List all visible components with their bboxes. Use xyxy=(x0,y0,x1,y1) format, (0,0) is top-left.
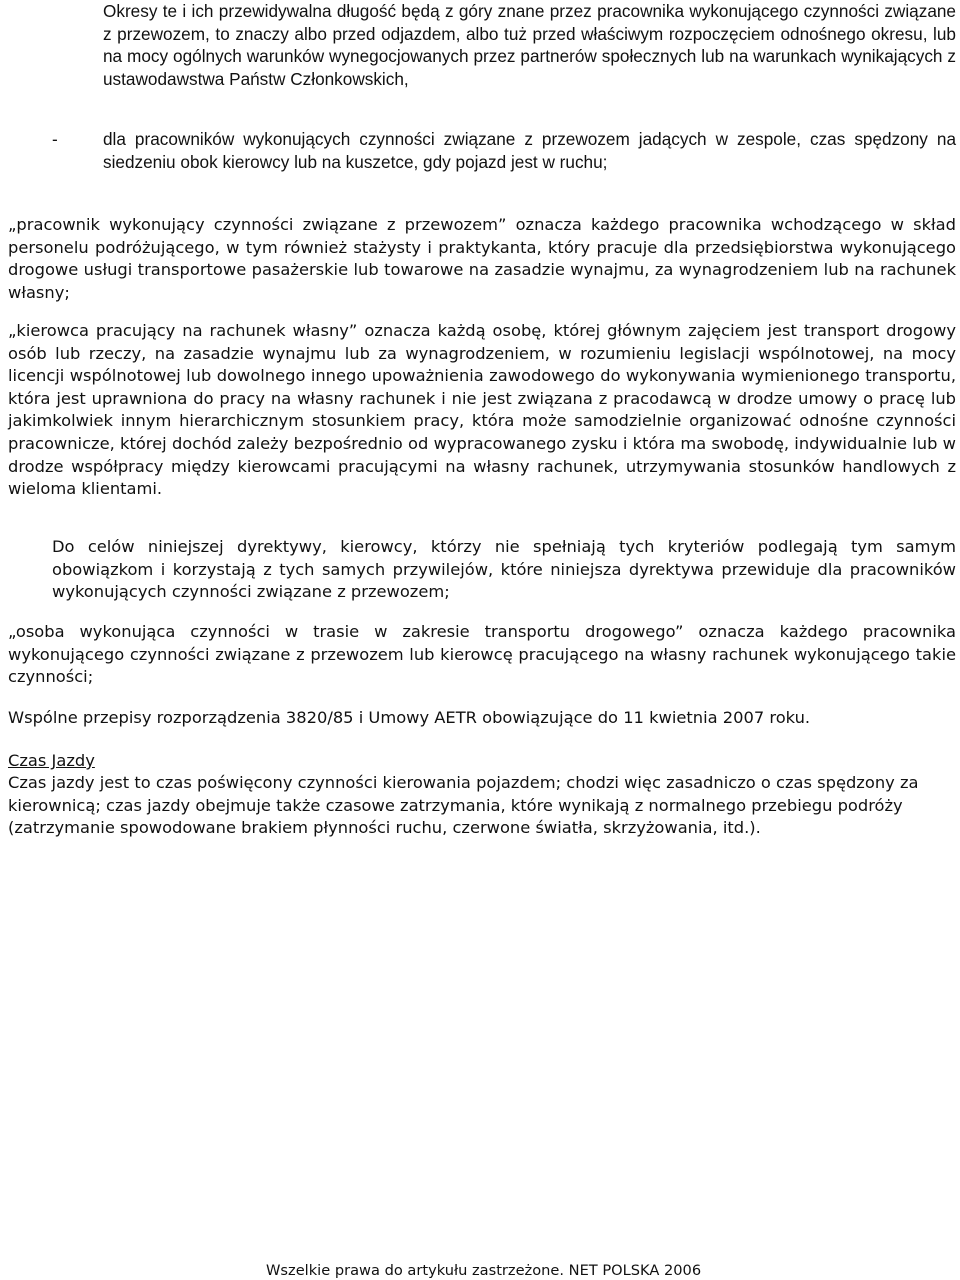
bullet-dash: - xyxy=(52,129,58,149)
paragraph-periods-known-in-advance: Okresy te i ich przewidywalna długość będą z góry znane przez pracownika wykonującego czynności związane z przewozem, to znaczy albo przed odjazdem, albo tuż przed właściwym rozpoczęciem odnośnego okresu, lub na mocy ogólnych warunków wynegocjowanych przez partnerów społecznych lub na warunkach wynikających z ustawodawstwa Państw Członkowskich, xyxy=(103,1,956,89)
paragraph-common-regulations: Wspólne przepisy rozporządzenia 3820/85 i Umowy AETR obowiązujące do 11 kwietnia 2007 roku. xyxy=(8,708,811,727)
paragraph-driving-time-definition: Czas jazdy jest to czas poświęcony czynności kierowania pojazdem; chodzi więc zasadniczo o czas spędzony za kierownicą; czas jazdy obejmuje także czasowe zatrzymania, które wynikają z normalnego przebiegu podróży (zatrzymanie spowodowane brakiem płynności ruchu, czerwone światła, skrzyżowania, itd.). xyxy=(8,773,919,838)
paragraph-mobile-worker-definition: „pracownik wykonujący czynności związane z przewozem” oznacza każdego pracownika wchodzącego w skład personelu podróżującego, w tym również stażysty i praktykanta, który pracuje dla przedsiębiorstwa wykonującego drogowe usługi transportowe pasażerskie lub towarowe na zasadzie wynajmu, za wynagrodzeniem lub na rachunek własny; xyxy=(8,215,956,302)
paragraph-team-drivers: dla pracowników wykonujących czynności związane z przewozem jadących w zespole, czas spędzony na siedzeniu obok kierowcy lub na kuszetce, gdy pojazd jest w ruchu; xyxy=(103,129,956,172)
section-heading-driving-time: Czas Jazdy xyxy=(8,751,95,770)
copyright-footer: Wszelkie prawa do artykułu zastrzeżone. NET POLSKA 2006 xyxy=(266,1262,702,1279)
paragraph-self-employed-driver-definition: „kierowca pracujący na rachunek własny” oznacza każdą osobę, której głównym zajęciem jest transport drogowy osób lub rzeczy, na zasadzie wynajmu lub za wynagrodzeniem, w rozumieniu legislacji wspólnotowej, na mocy licencji wspólnotowej lub dowolnego innego upoważnienia zawodowego do wykonywania wymienionego transportu, która jest uprawniona do pracy na własny rachunek i nie jest związana z pracodawcą w drodze umowy o pracę lub jakimkolwiek innym hierarchicznym stosunkiem pracy, która może samodzielnie organizować odnośne czynności pracownicze, której dochód zależy bezpośrednio od wypracowanego zysku i która ma swobodę, indywidualnie lub w drodze współpracy między kierowcami pracującymi na własny rachunek, utrzymywania stosunków handlowych z wieloma klientami. xyxy=(8,321,956,499)
paragraph-directive-purposes: Do celów niniejszej dyrektywy, kierowcy, którzy nie spełniają tych kryteriów podlegają tym samym obowiązkom i korzystają z tych samych przywilejów, które niniejsza dyrektywa przewiduje dla pracowników wykonujących czynności związane z przewozem; xyxy=(52,537,956,602)
paragraph-person-performing-mobile-activity: „osoba wykonująca czynności w trasie w zakresie transportu drogowego” oznacza każdego pracownika wykonującego czynności związane z przewozem lub kierowcę pracującego na własny rachunek wykonującego takie czynności; xyxy=(8,622,956,687)
